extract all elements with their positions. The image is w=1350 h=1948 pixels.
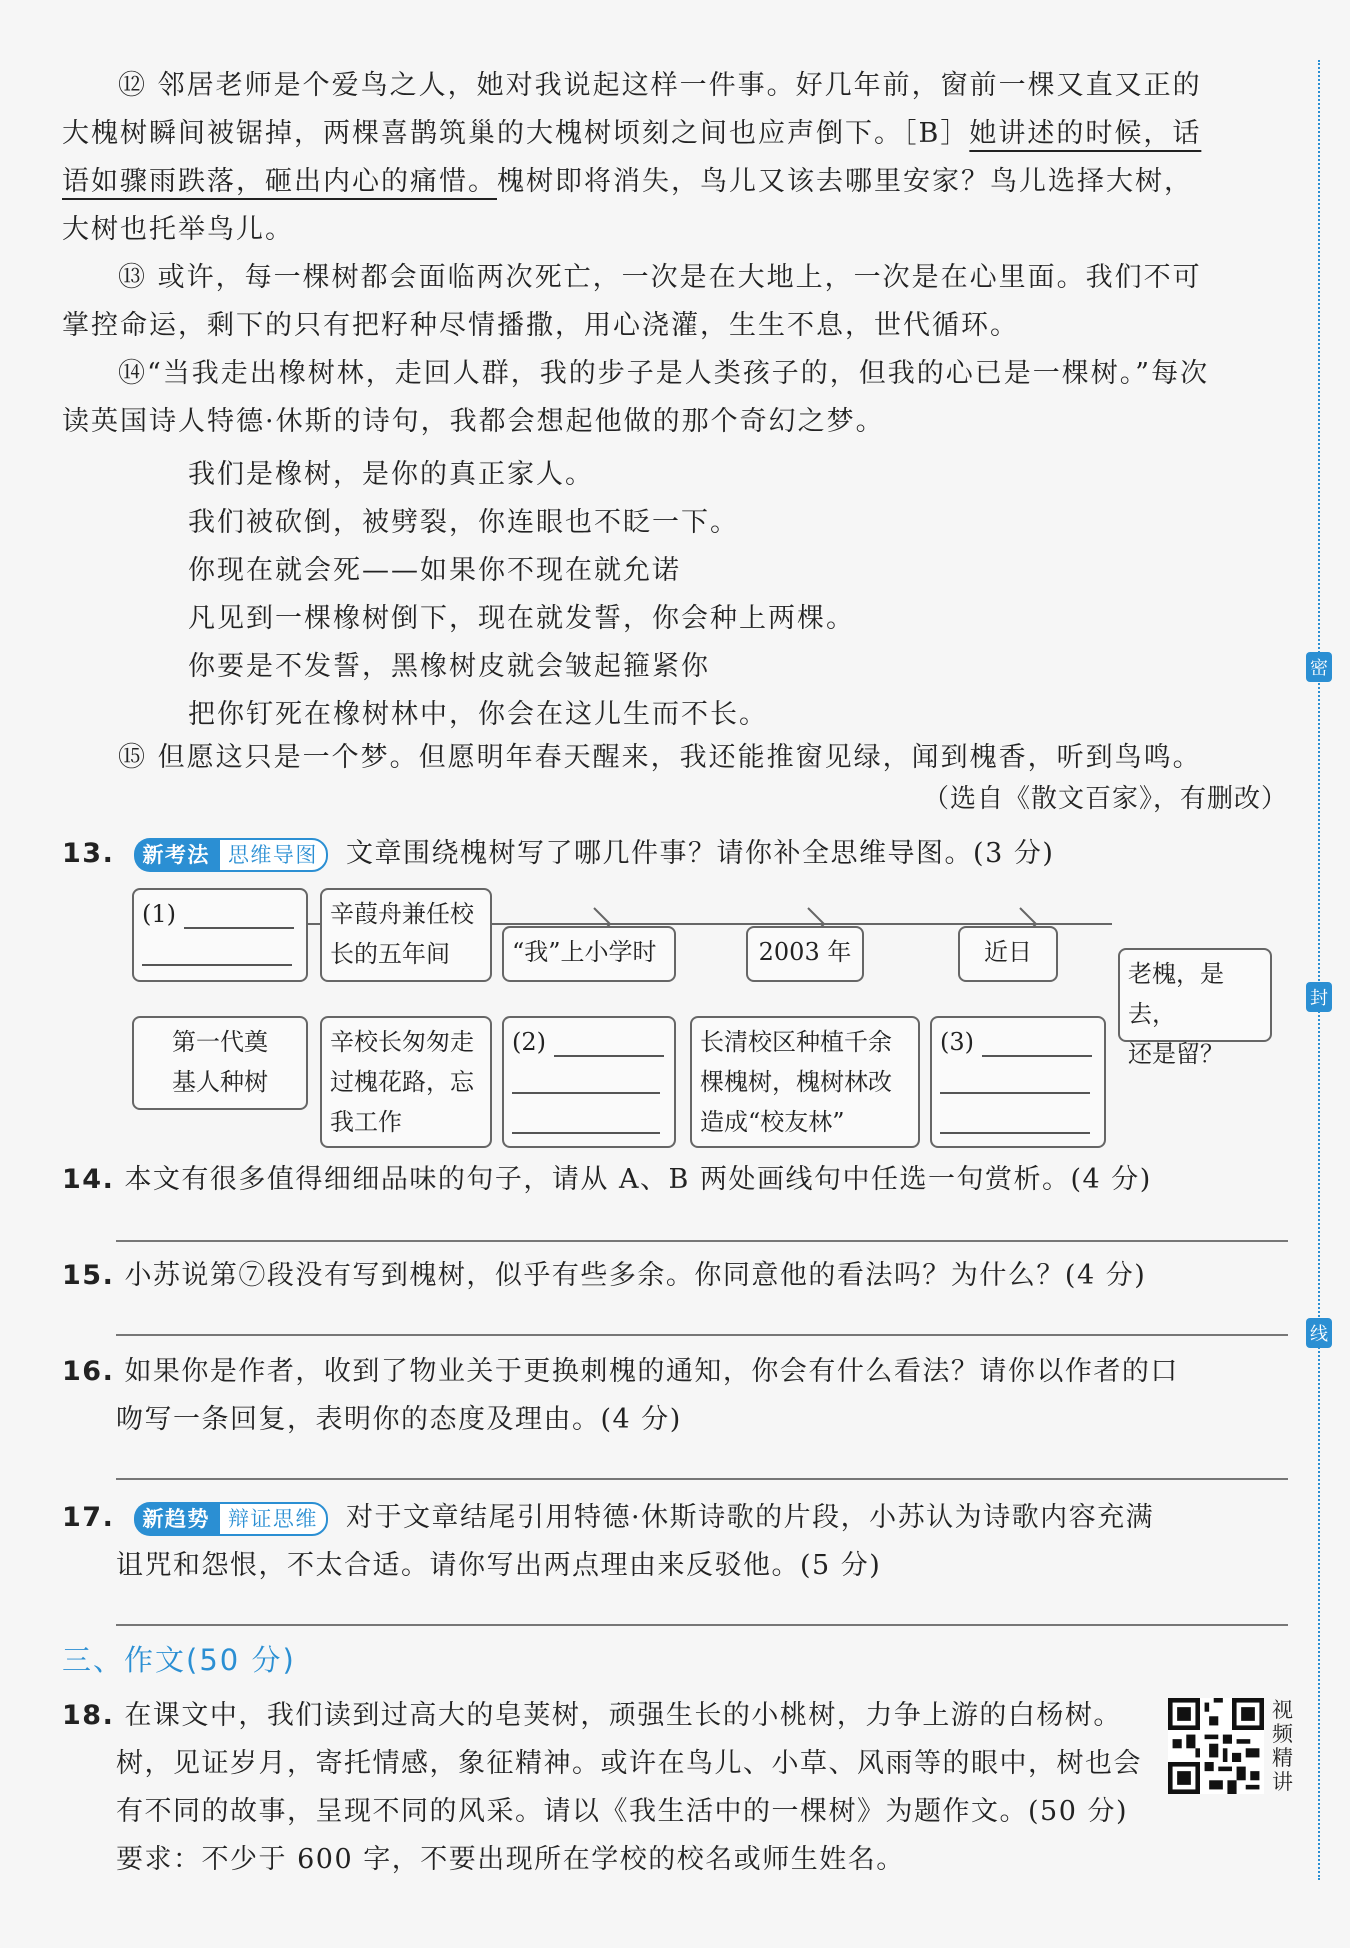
tag-label: 新考法 xyxy=(134,838,218,872)
para-14-line1: ⑭“当我走出橡树林，走回人群，我的步子是人类孩子的，但我的心已是一棵树。”每次 xyxy=(118,358,1210,389)
answer-blank-2b[interactable] xyxy=(512,1062,660,1094)
map-box-9 xyxy=(690,1016,920,1148)
answer-line-14[interactable] xyxy=(116,1240,1288,1242)
binding-dashed-line xyxy=(1318,60,1320,1880)
question-15 xyxy=(62,1252,1146,1300)
box-text: 长的五年间 xyxy=(330,940,450,968)
underlined-sentence-b-cont: 语如骤雨跌落，砸出内心的痛惜。 xyxy=(62,166,497,197)
section-heading-composition xyxy=(62,1638,296,1679)
question-number: 14. xyxy=(62,1164,115,1195)
answer-blank-3b[interactable] xyxy=(940,1062,1090,1094)
answer-blank-3a[interactable] xyxy=(982,1031,1092,1057)
map-box-2 xyxy=(320,888,492,982)
side-tab-feng: 封 xyxy=(1306,982,1332,1012)
question-16 xyxy=(62,1348,1179,1396)
box-text: 我工作 xyxy=(330,1108,402,1136)
section-points: (50 分) xyxy=(186,1643,296,1677)
section-title: 三、作文 xyxy=(62,1643,187,1677)
tag-sublabel: 辩证思维 xyxy=(218,1502,328,1536)
side-tab-mi: 密 xyxy=(1306,652,1332,682)
question-text: 对于文章结尾引用特德·休斯诗歌的片段，小苏认为诗歌内容充满 xyxy=(346,1502,1155,1533)
new-exam-tag xyxy=(134,838,328,872)
qr-code-label: 视频精讲 xyxy=(1272,1698,1293,1794)
map-box-8 xyxy=(502,1016,676,1148)
box-text: 过槐花路，忘 xyxy=(330,1068,474,1096)
para-12-line3-text: 槐树即将消失，鸟儿又该去哪里安家？鸟儿选择大树， xyxy=(497,166,1193,197)
poem-line: 凡见到一棵橡树倒下，现在就发誓，你会种上两棵。 xyxy=(188,603,855,634)
tag-label: 新趋势 xyxy=(134,1502,218,1536)
answer-blank-1b[interactable] xyxy=(142,934,292,966)
box-text: 第一代奠 xyxy=(172,1028,268,1056)
underlined-sentence-b: 她讲述的时候，话 xyxy=(969,118,1202,149)
para-14-line2: 读英国诗人特德·休斯的诗句，我都会想起他做的那个奇幻之梦。 xyxy=(62,406,885,437)
poem-line: 我们被砍倒，被劈裂，你连眼也不眨一下。 xyxy=(188,507,739,538)
box-text: 造成“校友林” xyxy=(700,1108,845,1136)
para-12-line2 xyxy=(62,110,1201,158)
box-text: 辛校长匆匆走 xyxy=(330,1028,474,1056)
question-text: 小苏说第⑦段没有写到槐树，似乎有些多余。你同意他的看法吗？为什么？(4 分) xyxy=(124,1260,1147,1291)
para-13-line2: 掌控命运，剩下的只有把籽种尽情播撒，用心浇灌，生生不息，世代循环。 xyxy=(62,310,1019,341)
box-text: 辛葭舟兼任校 xyxy=(330,900,474,928)
box-text: 老槐，是去， xyxy=(1128,960,1224,1028)
para-12-line1: ⑫ 邻居老师是个爱鸟之人，她对我说起这样一件事。好几年前，窗前一棵又直又正的 xyxy=(118,70,1202,101)
map-box-7 xyxy=(320,1016,492,1148)
box-text: 长清校区种植千余 xyxy=(700,1028,892,1056)
answer-blank-1a[interactable] xyxy=(184,903,294,929)
question-text: 如果你是作者，收到了物业关于更换刺槐的通知，你会有什么看法？请你以作者的口 xyxy=(124,1356,1179,1387)
box-text: 棵槐树，槐树林改 xyxy=(700,1068,892,1096)
poem-line: 把你钉死在橡树林中，你会在这儿生而不长。 xyxy=(188,699,768,730)
blank-label-1: (1) xyxy=(142,900,176,928)
question-text: 文章围绕槐树写了哪几件事？请你补全思维导图。(3 分) xyxy=(346,838,1055,869)
answer-line-17[interactable] xyxy=(116,1624,1288,1626)
para-12-line2-text: 大槐树瞬间被锯掉，两棵喜鹊筑巢的大槐树顷刻之间也应声倒下。［B］ xyxy=(62,118,970,149)
question-18 xyxy=(62,1692,1122,1740)
answer-line-16[interactable] xyxy=(116,1478,1288,1480)
map-box-1 xyxy=(132,888,308,982)
question-text: 本文有很多值得细细品味的句子，请从 A、B 两处画线句中任选一句赏析。(4 分) xyxy=(124,1164,1152,1195)
answer-blank-2a[interactable] xyxy=(554,1031,664,1057)
map-box-10 xyxy=(930,1016,1106,1148)
question-text: 在课文中，我们读到过高大的皂荚树，顽强生长的小桃树，力争上游的白杨树。 xyxy=(124,1700,1122,1731)
question-number: 18. xyxy=(62,1700,115,1731)
poem-line: 你要是不发誓，黑橡树皮就会皱起箍紧你 xyxy=(188,651,710,682)
question-16-line2: 吻写一条回复，表明你的态度及理由。(4 分) xyxy=(116,1404,682,1435)
tag-sublabel: 思维导图 xyxy=(218,838,328,872)
map-box-5: 近日 xyxy=(958,926,1058,982)
para-12-line3 xyxy=(62,158,1193,206)
poem-line: 你现在就会死——如果你不现在就允诺 xyxy=(188,555,681,586)
map-end-box xyxy=(1118,948,1272,1068)
question-17-line2: 诅咒和怨恨，不太合适。请你写出两点理由来反驳他。(5 分) xyxy=(116,1550,882,1581)
question-18-line4: 要求：不少于 600 字，不要出现所在学校的校名或师生姓名。 xyxy=(116,1844,905,1875)
box-text: 基人种树 xyxy=(172,1068,268,1096)
answer-blank-2c[interactable] xyxy=(512,1102,660,1134)
question-number: 16. xyxy=(62,1356,115,1387)
map-box-4: 2003 年 xyxy=(746,926,864,982)
new-trend-tag xyxy=(134,1502,328,1536)
qr-code-icon[interactable] xyxy=(1168,1698,1264,1794)
para-12-line4: 大树也托举鸟儿。 xyxy=(62,214,294,245)
answer-line-15[interactable] xyxy=(116,1334,1288,1336)
question-number: 13. xyxy=(62,838,115,869)
blank-label-3: (3) xyxy=(940,1028,974,1056)
side-tab-xian: 线 xyxy=(1306,1318,1332,1348)
question-14 xyxy=(62,1156,1152,1204)
question-number: 15. xyxy=(62,1260,115,1291)
para-13-line1: ⑬ 或许，每一棵树都会面临两次死亡，一次是在大地上，一次是在心里面。我们不可 xyxy=(118,262,1202,293)
source-note: （选自《散文百家》，有删改） xyxy=(922,784,1288,814)
question-17 xyxy=(62,1494,1154,1542)
para-15: ⑮ 但愿这只是一个梦。但愿明年春天醒来，我还能推窗见绿，闻到槐香，听到鸟鸣。 xyxy=(118,742,1202,773)
poem-line: 我们是橡树，是你的真正家人。 xyxy=(188,459,594,490)
question-18-line3: 有不同的故事，呈现不同的风采。请以《我生活中的一棵树》为题作文。(50 分) xyxy=(116,1796,1129,1827)
box-text: 还是留？ xyxy=(1128,1040,1224,1068)
question-13 xyxy=(62,830,1054,878)
answer-blank-3c[interactable] xyxy=(940,1102,1090,1134)
map-box-6 xyxy=(132,1016,308,1110)
map-box-3: “我”上小学时 xyxy=(502,926,676,982)
blank-label-2: (2) xyxy=(512,1028,546,1056)
question-number: 17. xyxy=(62,1502,115,1533)
question-18-line2: 树，见证岁月，寄托情感，象征精神。或许在鸟儿、小草、风雨等的眼中，树也会 xyxy=(116,1748,1142,1779)
